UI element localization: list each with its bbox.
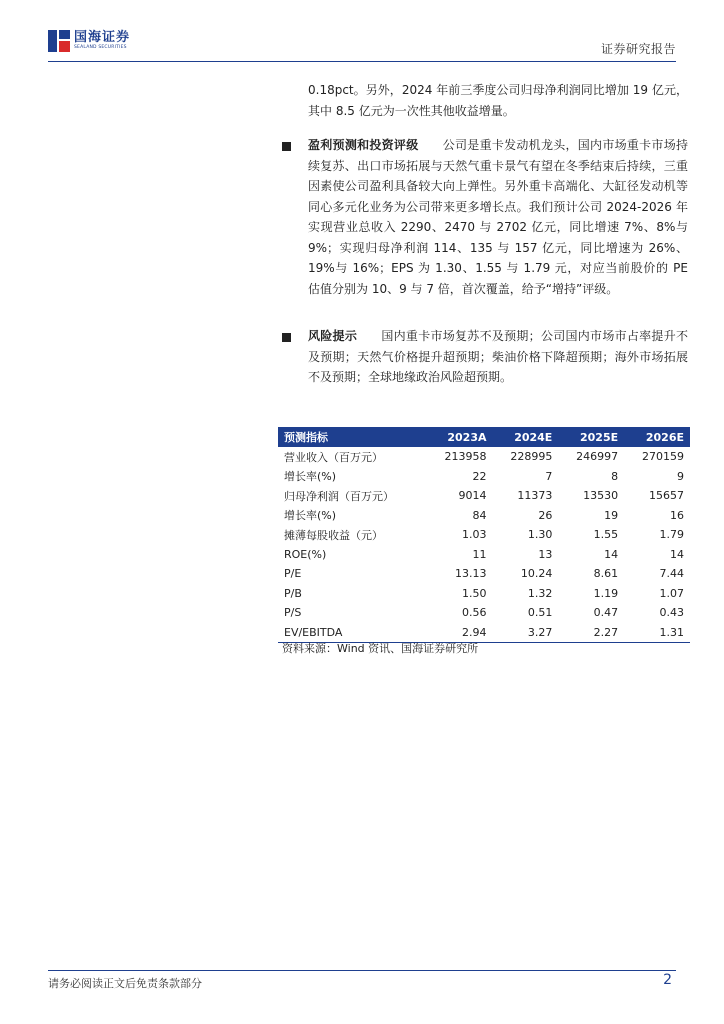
table-header-cell: 2023A [427, 427, 493, 447]
table-cell: 0.56 [462, 606, 487, 620]
table-cell: 13530 [583, 489, 619, 503]
table-cell: 246997 [576, 450, 619, 464]
table-cell: 213958 [444, 450, 487, 464]
table-cell: 增长率(%) [284, 470, 337, 484]
table-cell: 2.27 [558, 623, 624, 643]
table-cell: 1.30 [527, 528, 553, 542]
intro-paragraph: 0.18pct。另外，2024 年前三季度公司归母净利润同比增加 19 亿元，其中 8.5 亿元为一次性其他收益增量。 [308, 83, 688, 118]
table-cell: 摊薄每股收益（元） [284, 528, 383, 542]
table-row [278, 486, 690, 506]
table-cell: 14 [670, 547, 684, 561]
risk-text: 国内重卡市场复苏不及预期；公司国内市场市占率提升不及预期；天然气价格提升超预期；柴油价格下降超预期；海外市场拓展不及预期；全球地缘政治风险超预期。 [308, 329, 688, 384]
table-cell: P/E [284, 567, 302, 581]
table-row [278, 447, 690, 467]
table-cell: 9014 [458, 489, 487, 503]
table-cell: 7.44 [659, 567, 684, 581]
forecast-text: 公司是重卡发动机龙头，国内市场重卡市场持续复苏、出口市场拓展与天然气重卡景气有望在冬季结束后持续，三重因素使公司盈利具备较大向上弹性。另外重卡高端化、大缸径发动机等同心多元化业务为公司带来更多增长点。我们预计公司 2024-2026 年实现营业总收入 2290、2470 与 2702 亿元，同比增速 7%、8%与 9%；实现归母净利润 114、135 与 157 亿元，同比增速为 26%、19%与 16%；EPS 为 1.30、1.55 与 1.79 元，对应当前股价的 PE 估值分别为 10、9 与 7 倍，首次覆盖，给予“增持”评级。 [308, 138, 688, 296]
table-header-cell: 2025E [558, 427, 624, 447]
table-cell: 9 [677, 469, 684, 483]
table-cell: 11373 [517, 489, 553, 503]
table-cell: P/S [284, 606, 302, 620]
table-cell: 1.32 [527, 586, 553, 600]
table-row [278, 545, 690, 565]
forecast-paragraph [308, 135, 688, 299]
table-cell: 15657 [649, 489, 684, 503]
table-cell: ROE(%) [284, 547, 327, 561]
table-cell: 0.51 [527, 606, 553, 620]
table-cell: 归母净利润（百万元） [284, 489, 394, 503]
forecast-heading: 盈利预测和投资评级 [308, 138, 419, 152]
table-cell: 增长率(%) [284, 509, 337, 523]
table-cell: 13 [538, 547, 553, 561]
table-cell: 1.07 [659, 586, 684, 600]
table-cell: 270159 [642, 450, 684, 464]
table-header-row [278, 427, 690, 447]
table-row [278, 584, 690, 604]
table-cell: 10.24 [520, 567, 553, 581]
table-cell: 14 [604, 547, 619, 561]
table-cell: 0.47 [593, 606, 619, 620]
table-cell: 16 [670, 508, 684, 522]
table-row [278, 506, 690, 526]
table-row [278, 564, 690, 584]
logo-name-cn: 国海证券 [74, 30, 131, 45]
page-number: 2 [663, 972, 672, 988]
table-cell: 2.94 [427, 623, 493, 643]
table-source-note: 资料来源：Wind 资讯、国海证券研究所 [282, 642, 479, 655]
table-cell: EV/EBITDA [278, 623, 427, 643]
table-cell: 7 [545, 469, 553, 483]
table-cell: 营业收入（百万元） [284, 450, 383, 464]
table-cell: 1.19 [593, 586, 619, 600]
table-cell: 13.13 [455, 567, 487, 581]
table-header-cell: 2026E [624, 427, 690, 447]
logo-icon [48, 30, 70, 52]
table-cell: 8.61 [593, 567, 619, 581]
footer-divider [48, 970, 676, 971]
report-type-label: 证券研究报告 [600, 42, 676, 56]
table-cell: 1.55 [593, 528, 619, 542]
table-row [278, 603, 690, 623]
table-cell: 3.27 [493, 623, 559, 643]
table-cell: 19 [604, 508, 619, 522]
table-cell: 8 [611, 469, 619, 483]
table-cell: 0.43 [659, 606, 684, 620]
page-header [48, 28, 676, 62]
risk-paragraph [308, 326, 688, 388]
table-cell: 228995 [510, 450, 553, 464]
table-header-cell: 预测指标 [278, 427, 427, 447]
table-header-cell: 2024E [493, 427, 559, 447]
risk-heading: 风险提示 [308, 329, 358, 343]
table-cell: 1.31 [624, 623, 690, 643]
table-row [278, 467, 690, 487]
bullet-icon [282, 142, 291, 151]
footer-disclaimer: 请务必阅读正文后免责条款部分 [48, 977, 202, 990]
table-cell: 11 [472, 547, 487, 561]
table-cell: P/B [284, 586, 302, 600]
table-cell: 1.03 [462, 528, 487, 542]
company-logo [48, 30, 130, 52]
table-cell: 1.79 [659, 528, 684, 542]
table-row [278, 525, 690, 545]
forecast-table [278, 427, 690, 643]
bullet-icon [282, 333, 291, 342]
table-cell: 22 [472, 469, 487, 483]
table-cell: 26 [538, 508, 553, 522]
logo-name-en: SEALAND SECURITIES [74, 45, 127, 50]
table-cell: 1.50 [462, 586, 487, 600]
table-cell: 84 [472, 508, 487, 522]
